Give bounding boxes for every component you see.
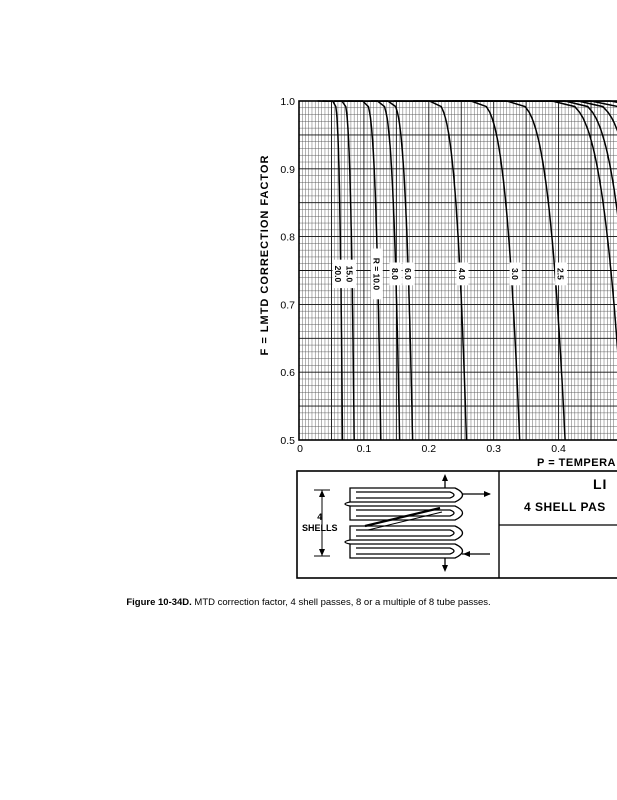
- x-tick-label: 0.3: [486, 443, 501, 455]
- inset-diagram: [297, 471, 617, 578]
- series-label: 3.0: [510, 267, 521, 280]
- tube-inlet-arrow-icon: [442, 474, 448, 481]
- series-label: 20.0: [332, 265, 343, 283]
- series-label-group: [555, 262, 567, 285]
- series-label: 6.0: [403, 267, 414, 280]
- shell-arrow-up-icon: [319, 490, 325, 497]
- series-label-group: [344, 260, 356, 288]
- y-tick-label: 0.5: [280, 435, 295, 447]
- series-label-group: [390, 262, 402, 285]
- x-tick-label: 0: [297, 443, 303, 455]
- series-label: 8.0: [390, 267, 401, 280]
- y-tick-label: 0.9: [280, 163, 295, 176]
- shell-outlet-arrow-icon: [484, 491, 491, 497]
- series-label-group: [371, 248, 383, 299]
- series-label: 2.5: [555, 267, 566, 280]
- y-tick-label: 0.7: [280, 299, 295, 312]
- series-label-group: [332, 260, 344, 288]
- tube-outlet-arrow-icon: [442, 565, 448, 572]
- series-label-group: [510, 262, 522, 285]
- inset-subtitle: 4 SHELL PAS: [524, 500, 606, 514]
- inset-shells-label: 4 SHELLS: [302, 512, 338, 533]
- inset-title: LI: [593, 476, 608, 492]
- y-axis-label: F = LMTD CORRECTION FACTOR: [259, 154, 271, 356]
- series-label: R = 10.0: [371, 257, 382, 291]
- x-axis-label: P = TEMPERA: [537, 457, 616, 469]
- figure-caption-text: MTD correction factor, 4 shell passes, 8 or a multiple of 8 tube passes.: [191, 597, 491, 608]
- y-tick-label: 0.8: [280, 231, 295, 244]
- series-label-group: [456, 262, 468, 285]
- x-tick-label: 0.1: [356, 443, 372, 455]
- y-tick-label: 0.6: [280, 367, 295, 380]
- shell-arrow-down-icon: [319, 549, 325, 556]
- series-label: 4.0: [456, 267, 467, 280]
- y-tick-label: 1.0: [280, 96, 295, 108]
- x-tick-label: 0.4: [551, 443, 566, 455]
- x-tick-label: 0.2: [421, 443, 437, 455]
- figure-id: Figure 10-34D.: [126, 597, 192, 608]
- figure-caption: [0, 597, 617, 608]
- shell-inlet-arrow-icon: [463, 551, 470, 557]
- series-label: 15.0: [344, 265, 355, 283]
- series-label-group: [403, 262, 415, 285]
